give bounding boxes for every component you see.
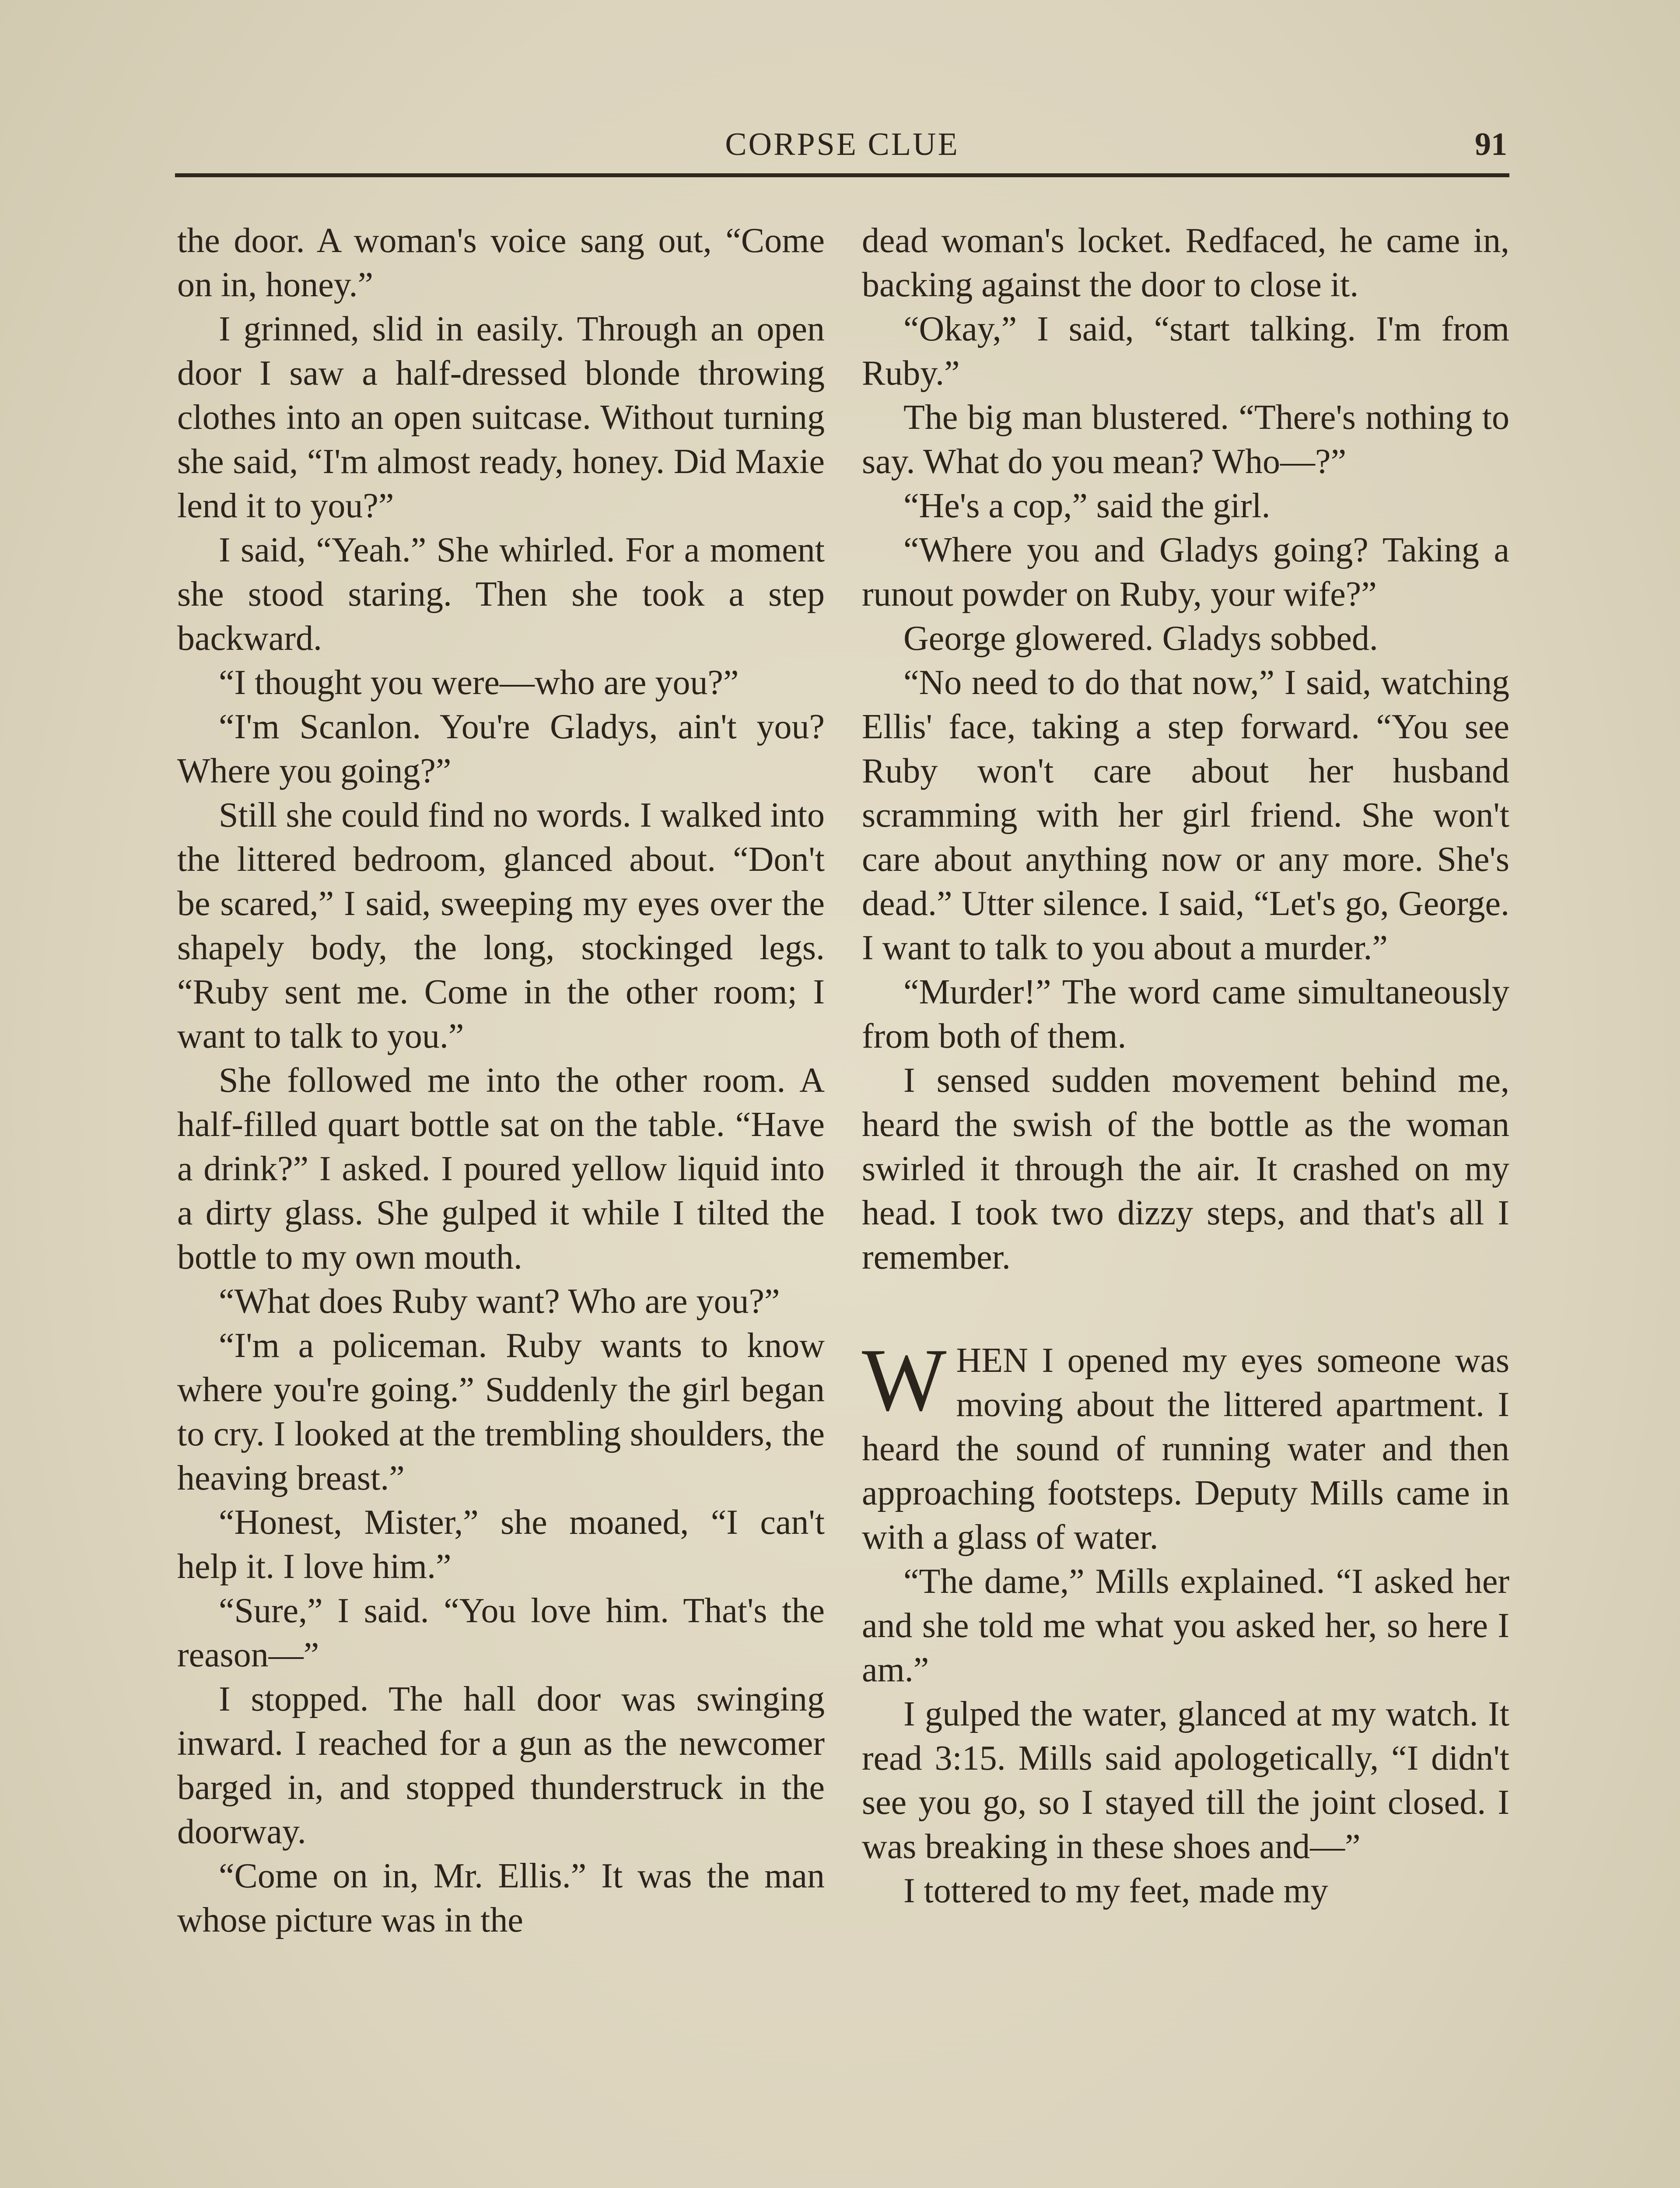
paragraph: “Murder!” The word came simultaneously from both of them. — [862, 973, 1509, 1055]
paragraph: “No need to do that now,” I said, watching Ellis' face, taking a step forward. “You see Ruby won't care about her husband scramming with her girl friend. She won't care about anything now or any more. She's dead.” Utter silence. I said, “Let's go, George. I want to talk to you about a murder.” — [862, 663, 1509, 967]
paragraph: “What does Ruby want? Who are you?” — [219, 1282, 780, 1321]
paragraph: “Honest, Mister,” she moaned, “I can't help it. I love him.” — [177, 1503, 825, 1586]
section-opening-paragraph — [862, 1330, 1509, 1560]
paragraph: I said, “Yeah.” She whirled. For a moment she stood staring. Then she took a step backward. — [177, 531, 825, 658]
paragraph: Still she could find no words. I walked into the littered bedroom, glanced about. “Don't be scared,” I said, sweeping my eyes over the shapely body, the long, stockinged legs. “Ruby sent me. Come in the other room; I want to talk to you.” — [177, 796, 825, 1055]
paragraph: “Where you and Gladys going? Taking a runout powder on Ruby, your wife?” — [862, 531, 1509, 614]
paragraph: “Okay,” I said, “start talking. I'm from Ruby.” — [862, 310, 1509, 393]
header-rule — [175, 173, 1509, 177]
paragraph: I gulped the water, glanced at my watch. It read 3:15. Mills said apologetically, “I didn't see you go, so I stayed till the joint closed. I was breaking in these shoes and—” — [862, 1695, 1509, 1866]
running-header — [177, 122, 1507, 170]
paragraph: “I'm Scanlon. You're Gladys, ain't you? Where you going?” — [177, 708, 825, 790]
section-break — [862, 1280, 1509, 1339]
paragraph: She followed me into the other room. A half-filled quart bottle sat on the table. “Have a drink?” I asked. I poured yellow liquid into a dirty glass. She gulped it while I tilted the bottle to my own mouth. — [177, 1061, 825, 1276]
paragraph: I stopped. The hall door was swinging inward. I reached for a gun as the newcomer barged in, and stopped thunderstruck in the doorway. — [177, 1680, 825, 1851]
right-column — [862, 219, 1509, 1913]
running-title: CORPSE CLUE — [725, 126, 959, 162]
paragraph: “The dame,” Mills explained. “I asked her and she told me what you asked her, so here I am.” — [862, 1562, 1509, 1689]
drop-cap: W — [862, 1330, 947, 1430]
page-number: 91 — [1475, 126, 1507, 162]
paragraph: I sensed sudden movement behind me, heard the swish of the bottle as the woman swirled it through the air. It crashed on my head. I took two dizzy steps, and that's all I remember. — [862, 1061, 1509, 1276]
paragraph: George glowered. Gladys sobbed. — [903, 619, 1378, 658]
paragraph: “Come on in, Mr. Ellis.” It was the man whose picture was in the — [177, 1857, 825, 1939]
paragraph: The big man blustered. “There's nothing to say. What do you mean? Who—?” — [862, 398, 1509, 481]
left-column — [177, 219, 825, 1943]
paragraph-text: HEN I opened my eyes someone was moving about the littered apartment. I heard the sound of running water and then approaching footsteps. Deputy Mills came in with a glass of water. — [862, 1341, 1509, 1557]
paragraph: “I'm a policeman. Ruby wants to know where you're going.” Suddenly the girl began to cry. I looked at the trembling shoulders, the heaving breast.” — [177, 1326, 825, 1497]
paragraph: the door. A woman's voice sang out, “Come on in, honey.” — [177, 221, 825, 304]
paragraph: “Sure,” I said. “You love him. That's the reason—” — [177, 1592, 825, 1674]
paragraph: I tottered to my feet, made my — [903, 1872, 1328, 1910]
paragraph: “He's a cop,” said the girl. — [903, 487, 1270, 525]
paragraph: “I thought you were—who are you?” — [219, 663, 739, 702]
paragraph: dead woman's locket. Redfaced, he came in, backing against the door to close it. — [862, 221, 1509, 304]
paragraph: I grinned, slid in easily. Through an open door I saw a half-dressed blonde throwing clothes into an open suitcase. Without turning she said, “I'm almost ready, honey. Did Maxie lend it to you?” — [177, 310, 825, 525]
